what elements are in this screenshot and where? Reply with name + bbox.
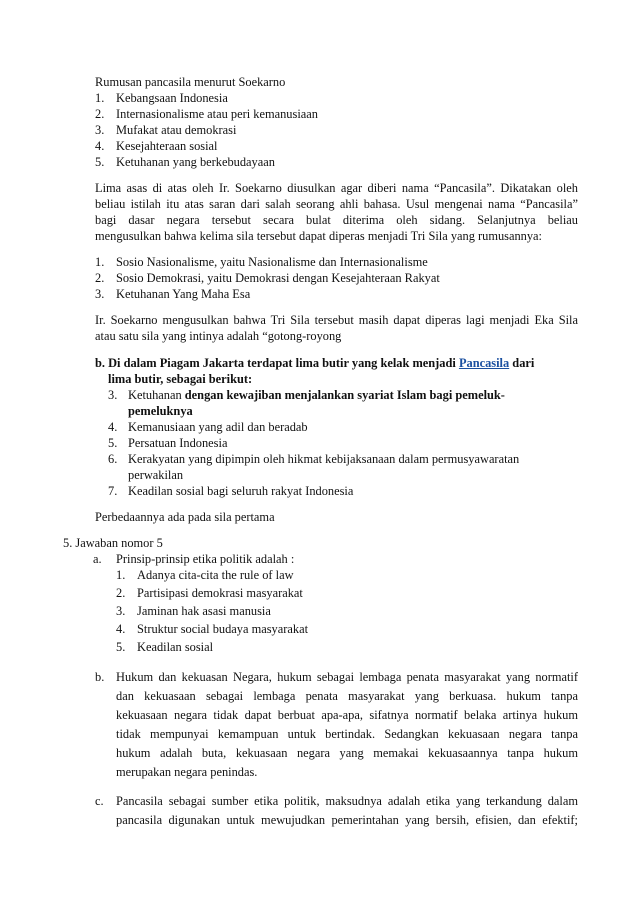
paragraph-line: hukum adalah buta, kekuasaan negara yang memakai kekuasaannya tanpa hukum [116,746,578,760]
list-number: 2. [95,107,105,121]
paragraph-line: Lima asas di atas oleh Ir. Soekarno diusulkan agar diberi nama “Pancasila”. Dikatakan oleh [95,181,578,195]
paragraph-line: bagi dasar negara tersebut secara bulat diterima oleh sidang. Selanjutnya beliau [95,213,578,227]
list-item: Struktur social budaya masyarakat [137,622,309,636]
subsection-heading-line2: lima butir, sebagai berikut: [108,372,253,386]
list-item: Ketuhanan yang berkebudayaan [116,155,275,169]
paragraph-line: kekuasaan negara tidak dapat berbuat apa-apa, sifatnya normatif belaka artinya hukum [116,708,578,722]
subsection-heading-text: b. Di dalam Piagam Jakarta terdapat lima butir yang kelak menjadi [95,356,459,370]
list-number: 1. [95,255,105,269]
list-number: 3. [116,604,126,618]
list-item: Ketuhanan Yang Maha Esa [116,287,251,301]
list-item-continuation: pemeluknya [128,404,193,418]
list-item: Kemanusiaan yang adil dan beradab [128,420,308,434]
pancasila-link[interactable]: Pancasila [458,356,510,370]
paragraph-line: dan kekuasaan sebagai lembaga penata masyarakat yang berkuasa. hukum tanpa [116,689,578,703]
list-item: Adanya cita-cita the rule of law [137,568,294,582]
list-item: Kesejahteraan sosial [116,139,218,153]
item-label: a. [93,552,102,566]
item-text: Prinsip-prinsip etika politik adalah : [116,552,295,566]
list-item: Persatuan Indonesia [128,436,228,450]
list-number: 5. [95,155,105,169]
list-number: 5. [108,436,118,450]
list-number: 6. [108,452,118,466]
list-number: 2. [95,271,105,285]
list-number: 4. [108,420,118,434]
list-number: 7. [108,484,118,498]
list-item-emphasis: dengan kewajiban menjalankan syariat Islam bagi pemeluk- [184,388,505,402]
list-item: Internasionalisme atau peri kemanusiaan [116,107,318,121]
paragraph-line: merupakan negara penindas. [116,765,258,779]
list-item: Kerakyatan yang dipimpin oleh hikmat kebijaksanaan dalam permusyawaratan [128,452,520,466]
list-item: Kebangsaan Indonesia [116,91,228,105]
list-number: 3. [95,123,105,137]
list-number: 3. [108,388,118,402]
paragraph-line: pancasila digunakan untuk mewujudkan pemerintahan yang bersih, efisien, dan efektif; [116,813,578,827]
section-heading: 5. Jawaban nomor 5 [63,536,163,550]
paragraph-line: Ir. Soekarno mengusulkan bahwa Tri Sila tersebut masih dapat diperas lagi menjadi Eka Sila [95,313,578,327]
list-item: Keadilan sosial bagi seluruh rakyat Indonesia [128,484,354,498]
subsection-heading [95,356,534,371]
list-number: 2. [116,586,126,600]
list-item [128,388,505,403]
list-number: 1. [95,91,105,105]
list-number: 3. [95,287,105,301]
list-item-continuation: perwakilan [128,468,184,482]
list-number: 4. [95,139,105,153]
paragraph-line: Pancasila sebagai sumber etika politik, maksudnya adalah etika yang terkandung dalam [116,794,578,808]
list-item-text: Ketuhanan [128,388,185,402]
list-number: 1. [116,568,126,582]
list-number: 4. [116,622,126,636]
paragraph-line: mengusulkan bahwa kelima sila tersebut dapat diperas menjadi Tri Sila yang rumusannya: [95,229,543,243]
list-item: Sosio Demokrasi, yaitu Demokrasi dengan Kesejahteraan Rakyat [116,271,440,285]
paragraph-line: tidak mempunyai kemampuan untuk bertindak. Sedangkan kekuasaan negara tanpa [116,727,578,741]
list-item: Jaminan hak asasi manusia [137,604,271,618]
list-number: 5. [116,640,126,654]
paragraph-line: beliau istilah itu atas saran dari salah seorang ahli bahasa. Usul mengenai nama “Pancasila” [95,197,578,211]
list-item: Mufakat atau demokrasi [116,123,237,137]
list-heading: Rumusan pancasila menurut Soekarno [95,75,286,89]
list-item: Partisipasi demokrasi masyarakat [137,586,303,600]
item-label: b. [95,670,105,684]
paragraph-line: atau satu sila yang intinya adalah “gotong-royong [95,329,342,343]
conclusion-text: Perbedaannya ada pada sila pertama [95,510,275,524]
list-item: Sosio Nasionalisme, yaitu Nasionalisme dan Internasionalisme [116,255,428,269]
item-label: c. [95,794,104,808]
paragraph-line: Hukum dan kekuasan Negara, hukum sebagai lembaga penata masyarakat yang normatif [116,670,578,684]
subsection-heading-text: dari [509,356,535,370]
list-item: Keadilan sosial [137,640,214,654]
